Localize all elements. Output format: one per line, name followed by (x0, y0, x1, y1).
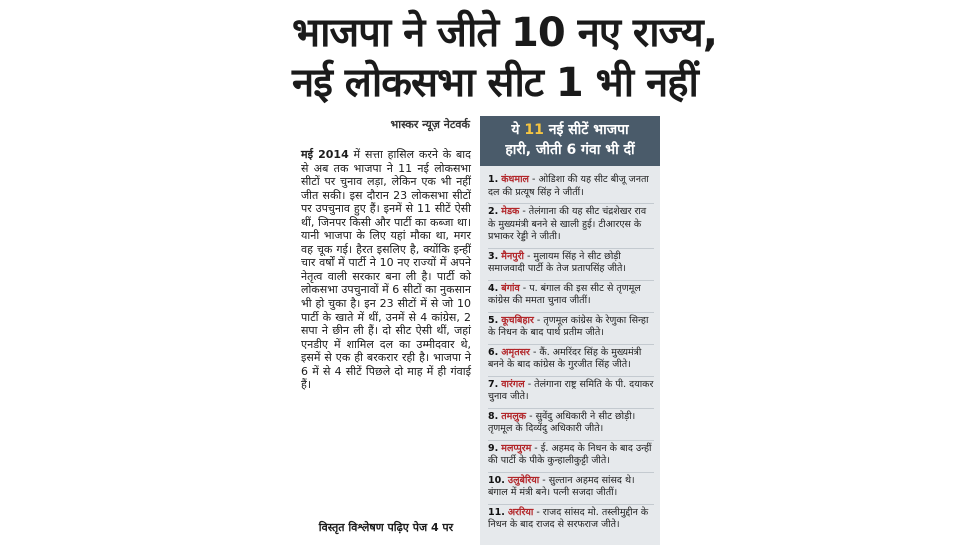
sidebar-header-number: 11 (524, 122, 544, 138)
list-item (488, 313, 654, 345)
seat-number: 2. (488, 206, 499, 217)
seat-number: 4. (488, 282, 499, 294)
headline-line-1: भाजपा ने जीते 10 नए राज्य, (292, 10, 717, 56)
seat-description: - ओडिशा की यह सीट बीजू जनता दल की प्रत्यूष सिंह ने जीतीं। (488, 174, 649, 198)
seat-number: 3. (488, 250, 499, 262)
seat-number: 11. (488, 506, 505, 518)
seat-number: 1. (488, 174, 499, 185)
seat-place-name: अररिया (507, 506, 534, 518)
seat-description: - सुवेंदु अधिकारी ने सीट छोड़ी। तृणमूल के दिव्येंदु अधिकारी जीते। (488, 410, 636, 434)
seat-list (480, 166, 660, 536)
seat-place-name: कंधमाल (501, 174, 529, 185)
seat-place-name: उलुबेरिया (507, 474, 540, 486)
list-item (488, 249, 654, 281)
seat-place-name: बंगांव (501, 282, 520, 294)
list-item (488, 441, 654, 473)
seat-place-name: मलप्पुरम (501, 442, 532, 454)
article-body-text: में सत्ता हासिल करने के बाद से अब तक भाजपा ने 11 नई लोकसभा सीटों पर चुनाव लड़ा, लेकिन एक भी नहीं जीत सकी। इस दौरान 23 लोकसभा सीटों पर उपचुनाव हुए हैं। इनमें से 11 सीटें ऐसी थीं, जिनपर किसी और पार्टी का कब्जा था। यानी भाजपा के लिए यहां मौका था, मगर वह चूक गई। हैरत इसलिए है, क्योंकि इन्हीं चार वर्षों में पार्टी ने 10 नए राज्यों में अपने नेतृत्व वाली सरकार बना ली है। पार्टी को लोकसभा उपचुनावों में 6 सीटों का नुकसान भी हो चुका है। इन 23 सीटों में से जो 10 पार्टी के खाते में थीं, उनमें से 4 कांग्रेस, 2 सपा ने छीन ली हैं। दो सीट ऐसी थीं, जहां एनडीए में शामिल दल का उम्मीदवार थे, इसमें से एक ही बरकरार रही है। भाजपा ने 6 में से 4 सीटें पिछले दो माह में ही गंवाई हैं। (301, 148, 471, 392)
seat-description: - तृणमूल कांग्रेस के रेणुका सिन्हा के निधन के बाद पार्थ प्रतीम जीते। (488, 314, 649, 338)
list-item (488, 204, 654, 249)
seat-place-name: कूचबिहार (501, 314, 534, 326)
seat-place-name: वारंगल (501, 378, 525, 390)
article-body (301, 148, 471, 392)
seat-number: 9. (488, 442, 499, 454)
list-item (488, 172, 654, 204)
seat-number: 5. (488, 314, 499, 326)
headline (292, 8, 717, 108)
seat-place-name: अमृतसर (501, 346, 530, 358)
seat-description: - तेलंगाना राष्ट्र समिति के पी. दयाकर चुनाव जीते। (488, 378, 654, 402)
seat-description: - राजद सांसद मो. तस्लीमुद्दीन के निधन के बाद राजद से सरफराज जीते। (488, 506, 649, 530)
seat-number: 10. (488, 474, 505, 486)
list-item (488, 281, 654, 313)
sidebar-box (480, 116, 660, 545)
sidebar-header-line-2: हारी, जीती 6 गंवा भी दीं (505, 142, 635, 158)
sidebar-header (480, 116, 660, 166)
sidebar-header-post: नई सीटें भाजपा (548, 122, 629, 138)
seat-description: - तेलंगाना की यह सीट चंद्रशेखर राव के मुख्यमंत्री बनने से खाली हुई। टीआरएस के प्रभाकर रेड्डी ने जीती। (488, 206, 647, 242)
seat-number: 6. (488, 346, 499, 358)
read-more-note: विस्तृत विश्लेषण पढ़िए पेज 4 पर (318, 521, 454, 534)
seat-description: - प. बंगाल की इस सीट से तृणमूल कांग्रेस की ममता चुनाव जीतीं। (488, 282, 641, 306)
list-item (488, 409, 654, 441)
seat-place-name: तमलुक (501, 410, 527, 422)
seat-number: 8. (488, 410, 499, 422)
sidebar-header-pre: ये (511, 122, 520, 138)
list-item (488, 473, 654, 505)
article-lead-words: मई 2014 (301, 148, 349, 161)
seat-description: - सुल्तान अहमद सांसद थे। बंगाल में मंत्री बने। पत्नी सजदा जीतीं। (488, 474, 635, 498)
seat-place-name: मेडक (501, 206, 520, 217)
seat-description: - ई. अहमद के निधन के बाद उन्हीं की पार्टी के पीके कुन्हालीकुट्टी जीते। (488, 442, 652, 466)
seat-description: - मुलायम सिंह ने सीट छोड़ी समाजवादी पार्टी के तेज प्रतापसिंह जीते। (488, 250, 626, 274)
seat-number: 7. (488, 378, 499, 390)
headline-line-2: नई लोकसभा सीट 1 भी नहीं (292, 60, 698, 106)
list-item (488, 345, 654, 377)
list-item (488, 377, 654, 409)
seat-place-name: मैनपुरी (501, 250, 524, 262)
seat-description: - कैं. अमरिंदर सिंह के मुख्यमंत्री बनने के बाद कांग्रेस के गुरजीत सिंह जीते। (488, 346, 642, 370)
sidebar-header-line-1 (484, 120, 656, 140)
list-item (488, 505, 654, 536)
byline: भास्कर न्यूज़ नेटवर्क (390, 118, 470, 131)
